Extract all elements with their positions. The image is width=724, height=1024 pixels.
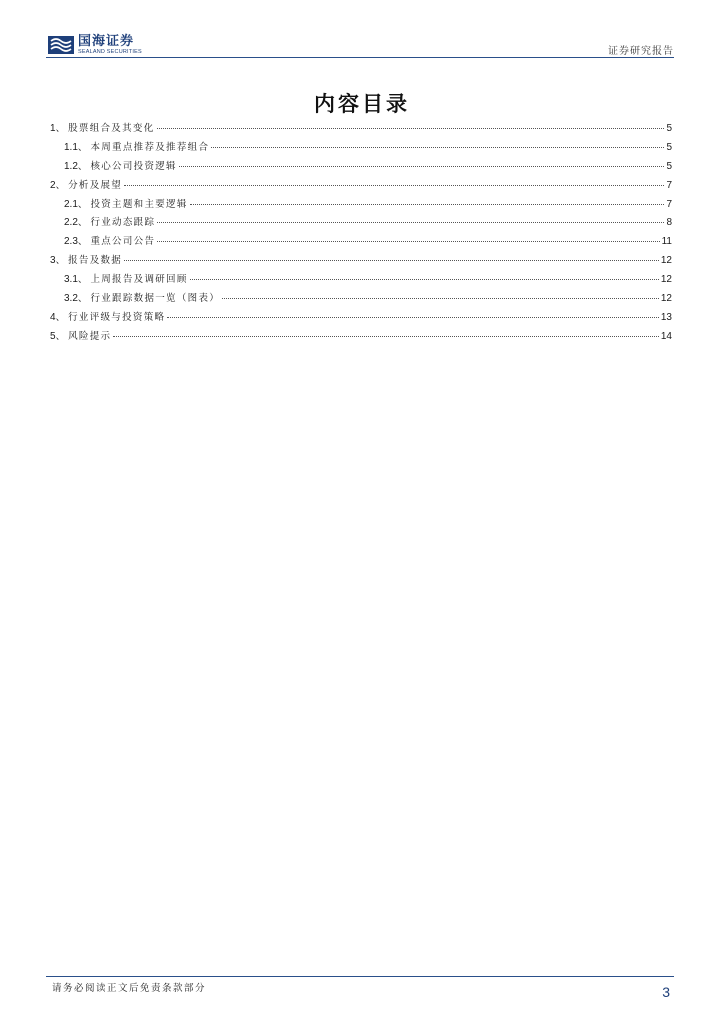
toc-entry-title: 报告及数据 xyxy=(68,255,123,267)
toc-entry-page: 12 xyxy=(660,274,672,286)
toc-dot-leader xyxy=(157,222,664,223)
toc-dot-leader xyxy=(211,147,664,148)
toc-entry-separator: 、 xyxy=(55,330,69,342)
toc-entry-number: 2.2 xyxy=(64,217,78,229)
toc-entry-page: 5 xyxy=(666,141,672,153)
toc-entry-page: 11 xyxy=(661,236,672,248)
toc-entry-page: 7 xyxy=(666,179,672,191)
toc-entry-title: 投资主题和主要逻辑 xyxy=(90,198,188,210)
toc-dot-leader xyxy=(190,279,659,280)
toc-entry-separator: 、 xyxy=(77,274,91,286)
toc-entry-title: 股票组合及其变化 xyxy=(68,123,155,134)
toc-entry-separator: 、 xyxy=(77,293,91,305)
toc-entry-separator: 、 xyxy=(55,255,69,267)
sealand-logo-icon xyxy=(48,35,74,55)
disclaimer-note: 请务必阅读正文后免责条款部分 xyxy=(52,983,207,994)
toc-entry-title: 行业动态跟踪 xyxy=(90,217,156,229)
toc-entry-number: 3 xyxy=(50,255,56,267)
toc-title: 内容目录 xyxy=(314,91,410,116)
toc-entry-page: 13 xyxy=(660,311,672,323)
toc-entry-title: 核心公司投资逻辑 xyxy=(90,160,177,172)
toc-entry-title: 行业评级与投资策略 xyxy=(68,311,166,323)
toc-entry-page: 8 xyxy=(666,217,672,229)
toc-dot-leader xyxy=(157,241,659,242)
toc-entry-separator: 、 xyxy=(55,311,69,323)
toc-entry-number: 5 xyxy=(50,330,56,342)
toc-entry[interactable] xyxy=(50,120,672,139)
toc-entry-page: 12 xyxy=(660,293,672,305)
page-header xyxy=(46,30,674,60)
toc-entry-page: 5 xyxy=(666,123,672,134)
toc-entry-title: 重点公司公告 xyxy=(90,236,156,248)
toc-entry-title: 行业跟踪数据一览（图表） xyxy=(90,293,221,305)
toc-dot-leader xyxy=(167,317,659,318)
toc-entry-number: 4 xyxy=(50,311,56,323)
logo-english-name: SEALAND SECURITIES xyxy=(78,48,142,55)
toc-entry-separator: 、 xyxy=(77,217,91,229)
toc-entry-separator: 、 xyxy=(55,123,69,134)
toc-entry-number: 1.1 xyxy=(64,141,78,153)
toc-entry-separator: 、 xyxy=(77,141,91,153)
toc-entry-separator: 、 xyxy=(77,236,91,248)
toc-entry[interactable] xyxy=(50,214,672,233)
toc-entry-page: 7 xyxy=(666,198,672,210)
toc-entry[interactable] xyxy=(50,252,672,271)
toc-entry-number: 2.3 xyxy=(64,236,78,248)
table-of-contents xyxy=(50,120,672,347)
toc-entry-title: 上周报告及调研回顾 xyxy=(90,274,188,286)
toc-dot-leader xyxy=(179,166,665,167)
toc-entry-title: 本周重点推荐及推荐组合 xyxy=(90,141,210,153)
toc-dot-leader xyxy=(157,128,665,129)
toc-entry-title: 风险提示 xyxy=(68,330,112,342)
toc-entry-number: 2.1 xyxy=(64,198,78,210)
page-number: 3 xyxy=(662,984,670,1000)
report-type-label: 证券研究报告 xyxy=(608,46,674,57)
toc-entry-page: 14 xyxy=(660,330,672,342)
toc-entry[interactable] xyxy=(50,139,672,158)
toc-entry-separator: 、 xyxy=(77,160,91,172)
toc-entry[interactable] xyxy=(50,290,672,309)
toc-entry[interactable] xyxy=(50,328,672,347)
toc-entry-number: 2 xyxy=(50,179,56,191)
toc-entry-separator: 、 xyxy=(55,179,69,191)
header-divider xyxy=(46,57,674,58)
toc-entry-number: 3.1 xyxy=(64,274,78,286)
toc-dot-leader xyxy=(124,185,664,186)
toc-entry[interactable] xyxy=(50,196,672,215)
footer-divider xyxy=(46,976,674,977)
toc-entry[interactable] xyxy=(50,309,672,328)
toc-entry-page: 5 xyxy=(666,160,672,172)
toc-dot-leader xyxy=(124,260,659,261)
toc-entry[interactable] xyxy=(50,158,672,177)
toc-entry[interactable] xyxy=(50,271,672,290)
toc-entry-title: 分析及展望 xyxy=(68,179,123,191)
toc-dot-leader xyxy=(222,298,659,299)
toc-entry-separator: 、 xyxy=(77,198,91,210)
toc-dot-leader xyxy=(113,336,659,337)
toc-entry-page: 12 xyxy=(660,255,672,267)
company-logo xyxy=(48,33,142,57)
toc-dot-leader xyxy=(190,204,665,205)
toc-entry[interactable] xyxy=(50,177,672,196)
toc-entry-number: 1.2 xyxy=(64,160,78,172)
toc-entry[interactable] xyxy=(50,233,672,252)
toc-entry-number: 3.2 xyxy=(64,293,78,305)
logo-chinese-name: 国海证券 xyxy=(78,33,135,49)
toc-entry-number: 1 xyxy=(50,123,56,134)
